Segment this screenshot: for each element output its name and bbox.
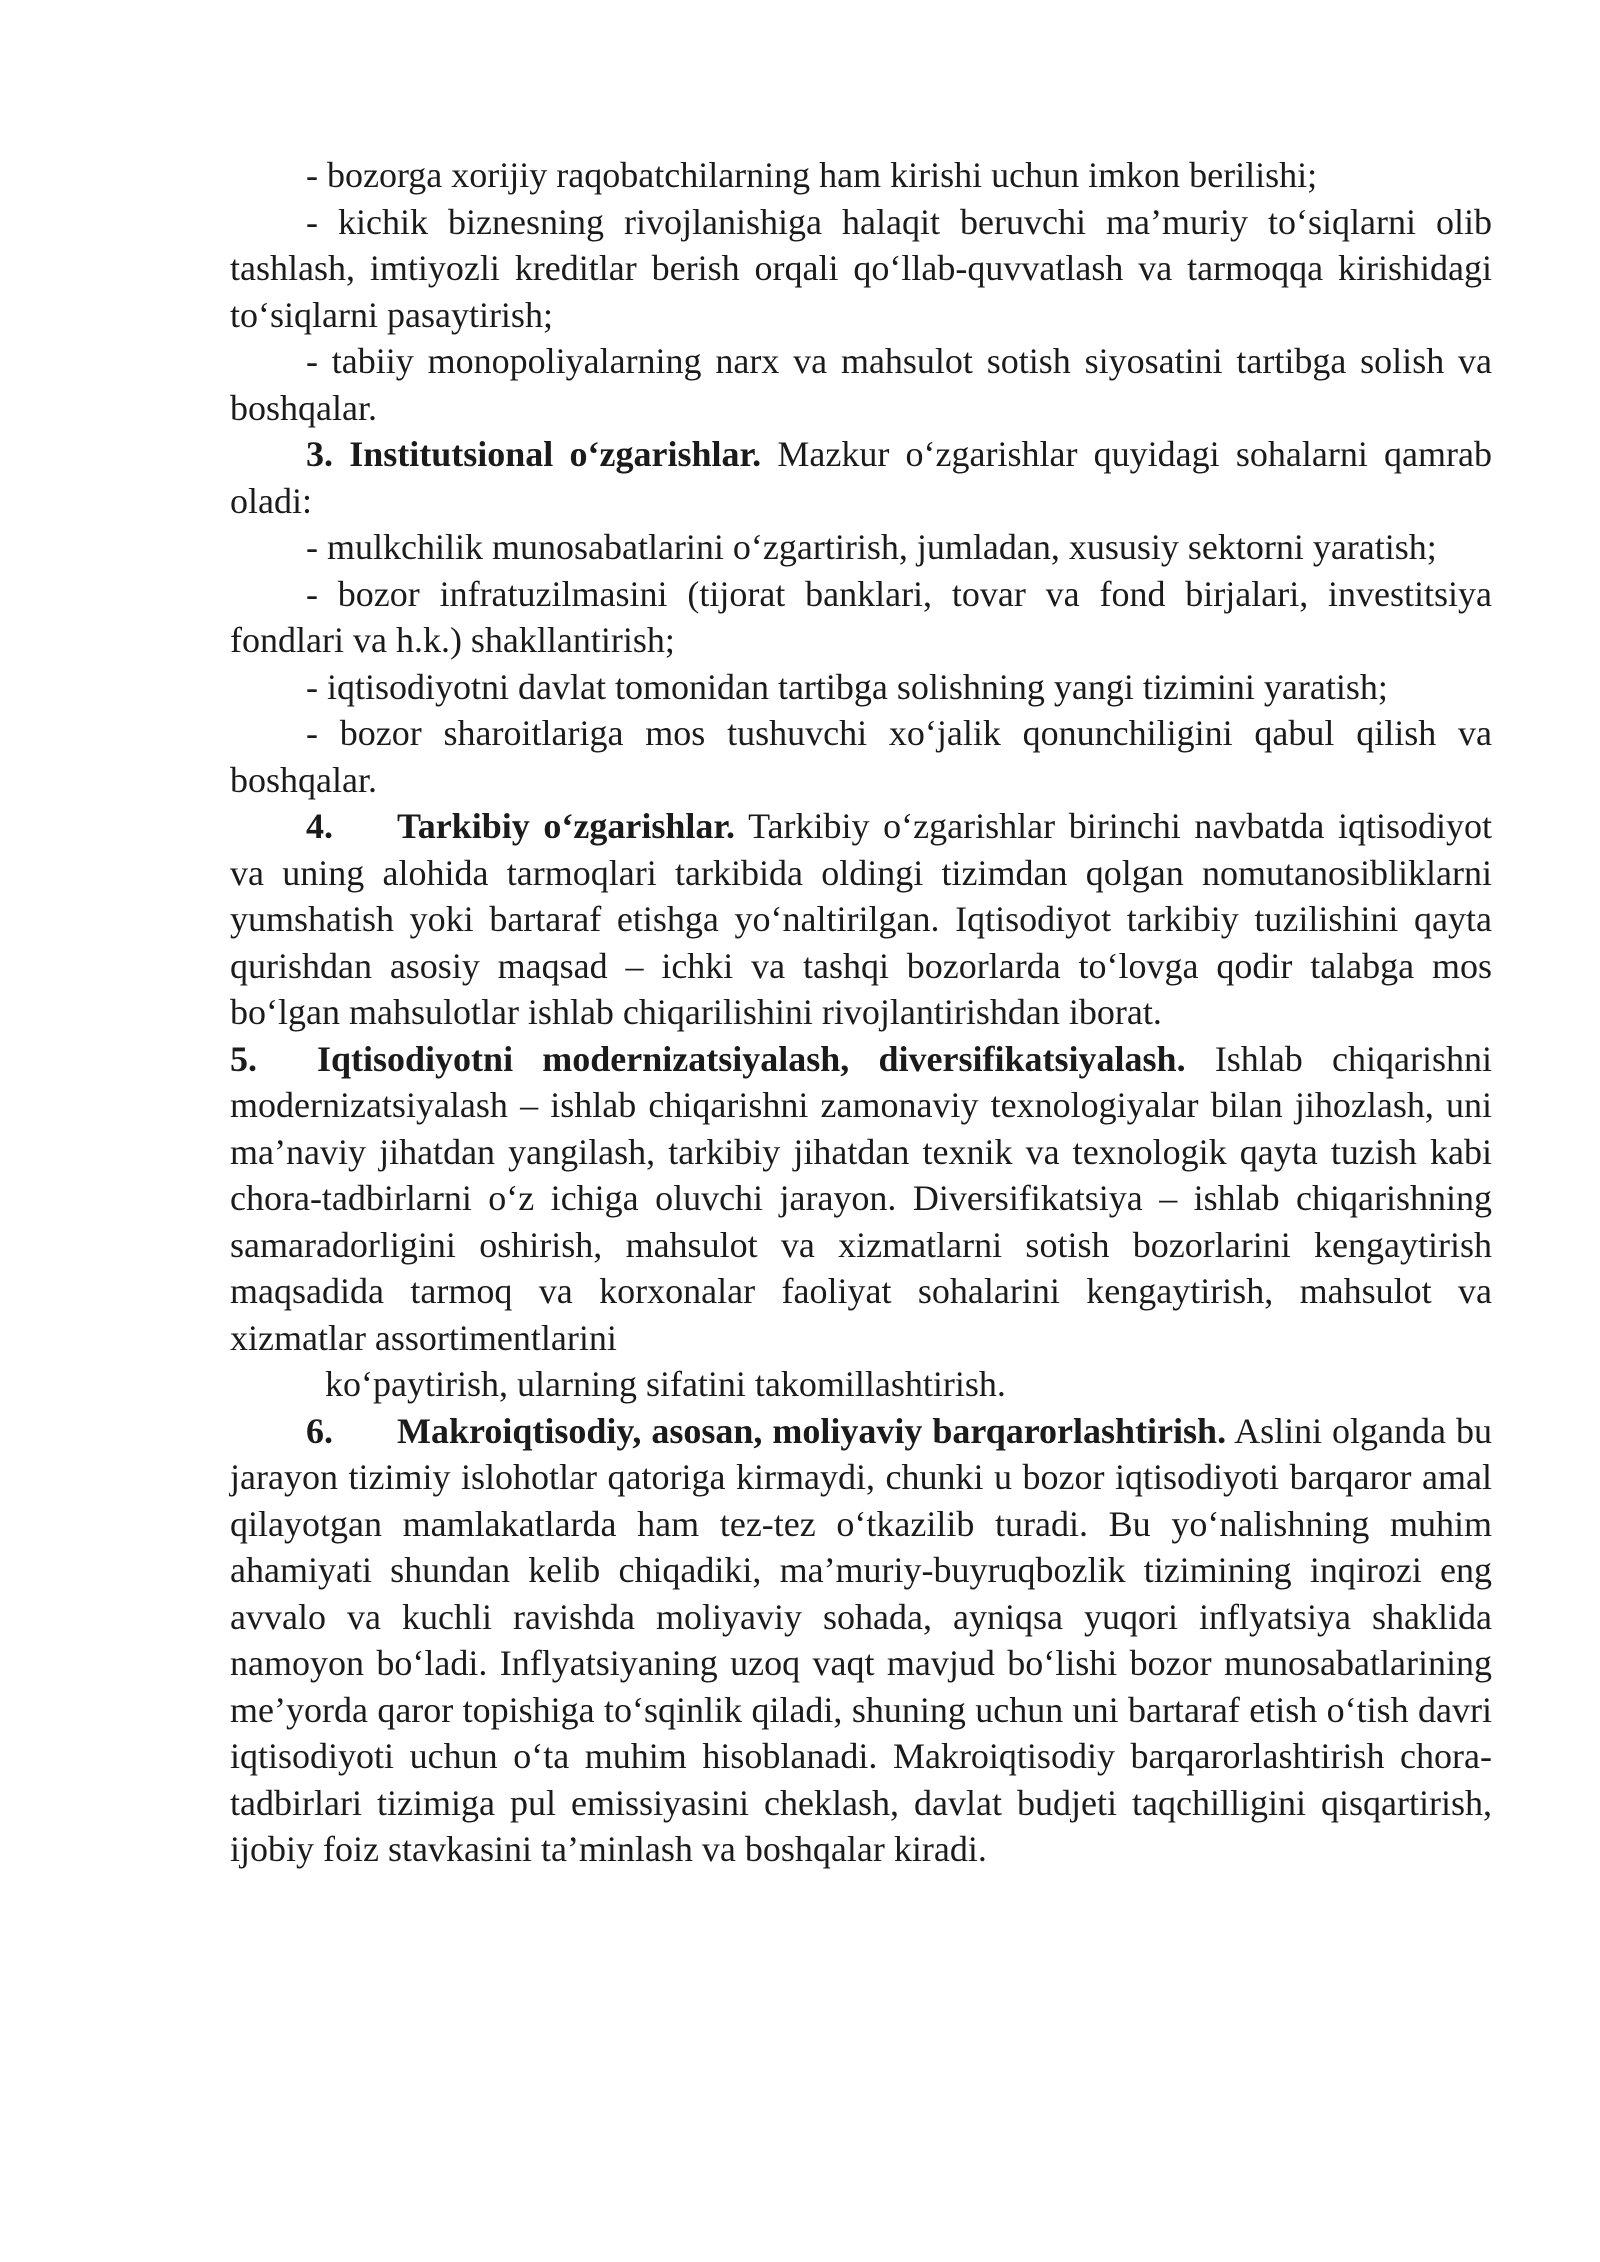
section-5-paragraph [230, 1036, 1492, 1362]
section-5-tail: ko‘paytirish, ularning sifatini takomillashtirish. [325, 1364, 1006, 1404]
bullet-small-business: - kichik biznesning rivojlanishiga halaqit beruvchi ma’muriy to‘siqlarni olib tashlash, imtiyozli kreditlar berish orqali qo‘llab-quvvatlash va tarmoqqa kirishidagi to‘siqlarni pasaytirish; [230, 201, 1492, 335]
section-6-title: Makroiqtisodiy, asosan, moliyaviy barqarorlashtirish. [397, 1410, 1227, 1451]
section-5-text: Ishlab chiqarishni modernizatsiyalash – ishlab chiqarishni zamonaviy texnologiyalar bilan jihozlash, uni ma’naviy jihatdan yangilash, tarkibiy jihatdan texnik va texnologik qayta tuzish kabi chora-tadbirlarni o‘z ichiga oluvchi jarayon. Diversifikatsiya – ishlab chiqarishning samaradorligini oshirish, mahsulot va xizmatlarni sotish bozorlarini kengaytirish maqsadida tarmoq va korxonalar faoliyat sohalarini kengaytirish, mahsulot va xizmatlar assortimentlarini [230, 1038, 1492, 1358]
section-5-title: Iqtisodiyotni modernizatsiyalash, diversifikatsiyalash. [317, 1038, 1186, 1079]
bullet-market-infrastructure: - bozor infratuzilmasini (tijorat banklari, tovar va fond birjalari, investitsiya fondlari va h.k.) shakllantirish; [230, 573, 1492, 660]
section-4-text: Tarkibiy o‘zgarishlar birinchi navbatda iqtisodiyot va uning alohida tarmoqlari tarkibida oldingi tizimdan qolgan nomutanosibliklarni yumshatish yoki bartaraf etishga yo‘naltirilgan. Iqtisodiyot tarkibiy tuzilishini qayta qurishdan asosiy maqsad – ichki va tashqi bozorlarda to‘lovga qodir talabga mos bo‘lgan mahsulotlar ishlab chiqarilishini rivojlantirishdan iborat. [230, 806, 1493, 1032]
bullet-state-regulation: - iqtisodiyotni davlat tomonidan tartibga solishning yangi tizimini yaratish; [306, 666, 1388, 707]
bullet-foreign-competitors: - bozorga xorijiy raqobatchilarning ham kirishi uchun imkon berilishi; [306, 155, 1318, 195]
section-4-paragraph [230, 803, 1492, 1036]
section-3-paragraph [230, 431, 1492, 524]
section-4-title: Tarkibiy o‘zgarishlar. [397, 806, 736, 846]
section-6-text: Aslini olganda bu jarayon tizimiy islohotlar qatoriga kirmaydi, chunki u bozor iqtisodiyoti barqaror amal qilayotgan mamlakatlarda ham tez-tez o‘tkazilib turadi. Bu yo‘nalishning muhim ahamiyati shundan kelib chiqadiki, ma’muriy-buyruqbozlik tizimining inqirozi eng avvalo va kuchli ravishda moliyaviy sohada, ayniqsa yuqori inflyatsiya shaklida namoyon bo‘ladi. Inflyatsiyaning uzoq vaqt mavjud bo‘lishi bozor munosabatlarining me’yorda qaror topishiga to‘sqinlik qiladi, shuning uchun uni bartaraf etish o‘tish davri iqtisodiyoti uchun o‘ta muhim hisoblanadi. Makroiqtisodiy barqarorlashtirish chora-tadbirlari tizimiga pul emissiyasini cheklash, davlat budjeti taqchilligini qisqartirish, ijobiy foiz stavkasini ta’minlash va boshqalar kiradi. [230, 1410, 1492, 1869]
bullet-legislation: - bozor sharoitlariga mos tushuvchi xo‘jalik qonunchiligini qabul qilish va boshqalar. [230, 713, 1492, 800]
section-4-number: 4. [306, 806, 333, 846]
document-body [230, 152, 1492, 1873]
section-6-paragraph [230, 1408, 1492, 1873]
section-3-title: 3. Institutsional o‘zgarishlar. [306, 434, 762, 474]
section-3-text: Mazkur o‘zgarishlar quyidagi sohalarni qamrab oladi: [230, 434, 1492, 521]
section-5-number: 5. [230, 1038, 257, 1079]
bullet-natural-monopolies: - tabiiy monopoliyalarning narx va mahsulot sotish siyosatini tartibga solish va boshqalar. [230, 341, 1492, 428]
section-6-number: 6. [306, 1410, 333, 1451]
bullet-ownership: - mulkchilik munosabatlarini o‘zgartirish, jumladan, xususiy sektorni yaratish; [306, 527, 1437, 567]
